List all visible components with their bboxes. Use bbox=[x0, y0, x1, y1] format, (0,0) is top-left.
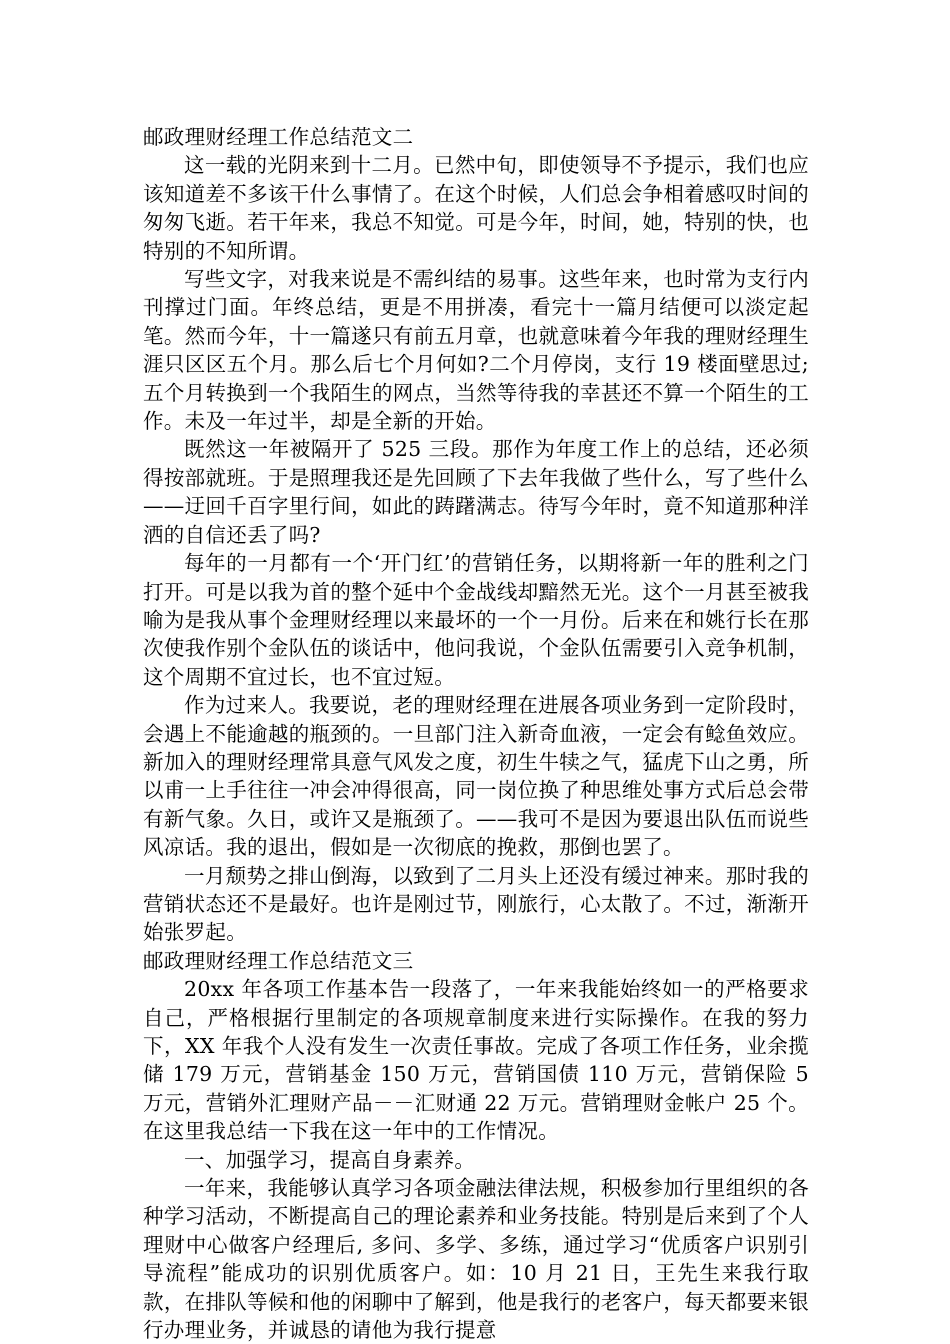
section2-paragraph-6: 一月颓势之排山倒海，以致到了二月头上还没有缓过神来。那时我的营销状态还不是最好。也许是刚过节，刚旅行，心太散了。不过，渐渐开始张罗起。 bbox=[143, 863, 809, 945]
section-title-3: 邮政理财经理工作总结范文三 bbox=[143, 948, 414, 973]
section2-paragraph-3: 既然这一年被隔开了 525 三段。那作为年度工作上的总结，还必须得按部就班。于是照理我还是先回顾了下去年我做了些什么，写了些什么——迂回千百字里行间，如此的踌躇满志。待写今年时，竟不知道那种洋洒的自信还丢了吗? bbox=[143, 437, 809, 547]
section2-paragraph-2: 写些文字，对我来说是不需纠结的易事。这些年来，也时常为支行内刊撑过门面。年终总结，更是不用拼凑，看完十一篇月结便可以淡定起笔。然而今年，十一篇遂只有前五月章，也就意味着今年我的理财经理生涯只区区五个月。那么后七个月何如?二个月停岗，支行 19 楼面壁思过;五个月转换到一个我陌生的网点，当然等待我的幸甚还不算一个陌生的工作。未及一年过半，却是全新的开始。 bbox=[143, 267, 809, 434]
section-title-2: 邮政理财经理工作总结范文二 bbox=[143, 125, 414, 149]
section2-paragraph-5: 作为过来人。我要说，老的理财经理在进展各项业务到一定阶段时，会遇上不能逾越的瓶颈的。一旦部门注入新奇血液，一定会有鲶鱼效应。新加入的理财经理常具意气风发之度，初生牛犊之气，猛虎下山之勇，所以甫一上手往往一冲会冲得很高，同一岗位换了种思维处事方式后总会带有新气象。久日，或许又是瓶颈了。——我可不是因为要退出队伍而说些风凉话。我的退出，假如是一次彻底的挽救，那倒也罢了。 bbox=[143, 693, 809, 860]
section3-paragraph-1: 20xx 年各项工作基本告一段落了，一年来我能始终如一的严格要求自己，严格根据行里制定的各项规章制度来进行实际操作。在我的努力下，XX 年我个人没有发生一次责任事故。完成了各项工作任务，业余揽储 179 万元，营销基金 150 万元，营销国债 110 万元，营销保险 5 万元，营销外汇理财产品－－汇财通 22 万元。营销理财金帐户 25 个。在这里我总结一下我在这一年中的工作情况。 bbox=[143, 977, 809, 1144]
section3-paragraph-2: 一年来，我能够认真学习各项金融法律法规，积极参加行里组织的各种学习活动，不断提高自己的理论素养和业务技能。特别是后来到了个人理财中心做客户经理后, 多问、多学、多练，通过学习“优质客户识别引导流程”能成功的识别优质客户。如：10 月 21 日，王先生来我行取款，在排队等候和他的闲聊中了解到，他是我行的老客户，每天都要来银行办理业务，并诚恳的请他为我行提意 bbox=[143, 1176, 809, 1343]
document-body bbox=[143, 123, 809, 1344]
section2-paragraph-1: 这一载的光阴来到十二月。已然中旬，即使领导不予提示，我们也应该知道差不多该干什么事情了。在这个时候，人们总会争相着感叹时间的匆匆飞逝。若干年来，我总不知觉。可是今年，时间，她，特别的快，也特别的不知所谓。 bbox=[143, 153, 809, 263]
section3-heading-1: 一、加强学习，提高自身素养。 bbox=[184, 1147, 476, 1172]
section2-paragraph-4: 每年的一月都有一个‘开门红’的营销任务，以期将新一年的胜利之门打开。可是以我为首的整个延中个金战线却黯然无光。这个一月甚至被我喻为是我从事个金理财经理以来最坏的一个一月份。后来在和姚行长在那次使我作别个金队伍的谈话中，他问我说，个金队伍需要引入竞争机制，这个周期不宜过长，也不宜过短。 bbox=[143, 551, 809, 689]
